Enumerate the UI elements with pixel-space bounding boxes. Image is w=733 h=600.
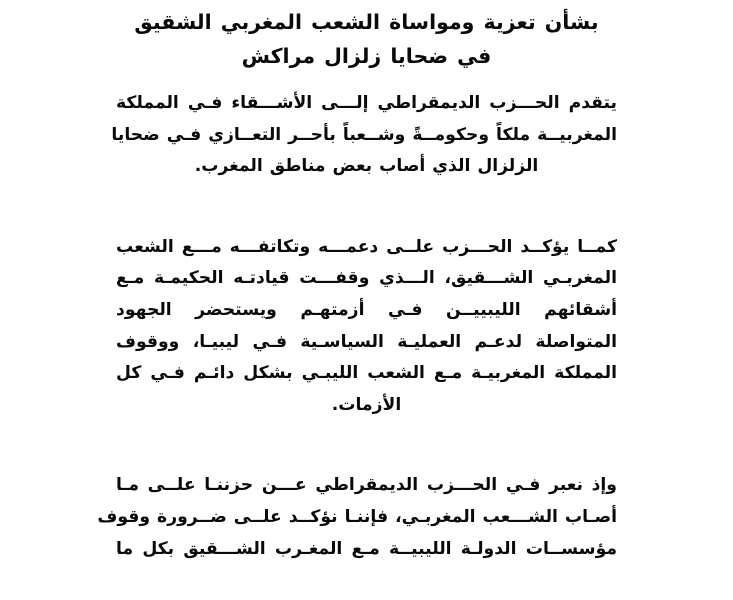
paragraph-2-line-5: المملكة المغربيـة مـع الشعب الليبـي بشكل دائـم فـي كل	[116, 363, 617, 384]
paragraph-3-line-3: مؤسســات الدولـة الليبيــة مـع المغـرب الشـــقيق بكل ما	[116, 538, 617, 559]
paragraph-2-line-2: المغربـي الشـــقيق، الـــذي وقفـــت قيادتـه الحكيمـة مـع	[116, 268, 617, 289]
title-line-1: بشأن تعزية ومواساة الشعب المغربي الشقيق	[134, 10, 599, 34]
title-line-2: في ضحايا زلزال مراكش	[241, 44, 492, 68]
paragraph-3-line-2: أصـاب الشـــعب المغربـي، فإننـا نؤكــد علــى ضــرورة وقوف	[97, 506, 617, 527]
paragraph-1-line-2: المغربيــة ملكاً وحكومــةً وشــعباً بأحــر التعــازي فـي ضحايا	[111, 124, 617, 145]
paragraph-3-line-1: وإذ نعبر فـي الحـــزب الديمقراطي عـــن حزننـا علــى مـا	[116, 475, 617, 496]
paragraph-2-line-1: كمــا يؤكــد الحـــزب علــى دعمـــه وتكاتفـــه مـــع الشعب	[116, 236, 617, 257]
paragraph-1	[111, 88, 617, 183]
paragraph-2-line-3: أشقائهم الليبييــن فـي أزمتهـم ويستحضر الجهود	[116, 299, 617, 320]
paragraph-2-line-6: الأزمات.	[331, 394, 402, 415]
paragraph-1-line-3: الزلزال الذي أصاب بعض مناطق المغرب.	[194, 156, 539, 177]
document-body	[97, 88, 617, 565]
paragraph-1-line-1: يتقدم الحـــزب الديمقراطي إلـــى الأشـــقاء فـي المملكة	[116, 93, 617, 113]
paragraph-2	[116, 232, 617, 422]
document-content	[97, 0, 617, 565]
page-title	[116, 0, 617, 72]
paragraph-3	[97, 470, 617, 565]
paragraph-2-line-4: المتواصلة لدعـم العمليـة السياسـية فـي ليبيـا، ووقوف	[116, 331, 617, 352]
